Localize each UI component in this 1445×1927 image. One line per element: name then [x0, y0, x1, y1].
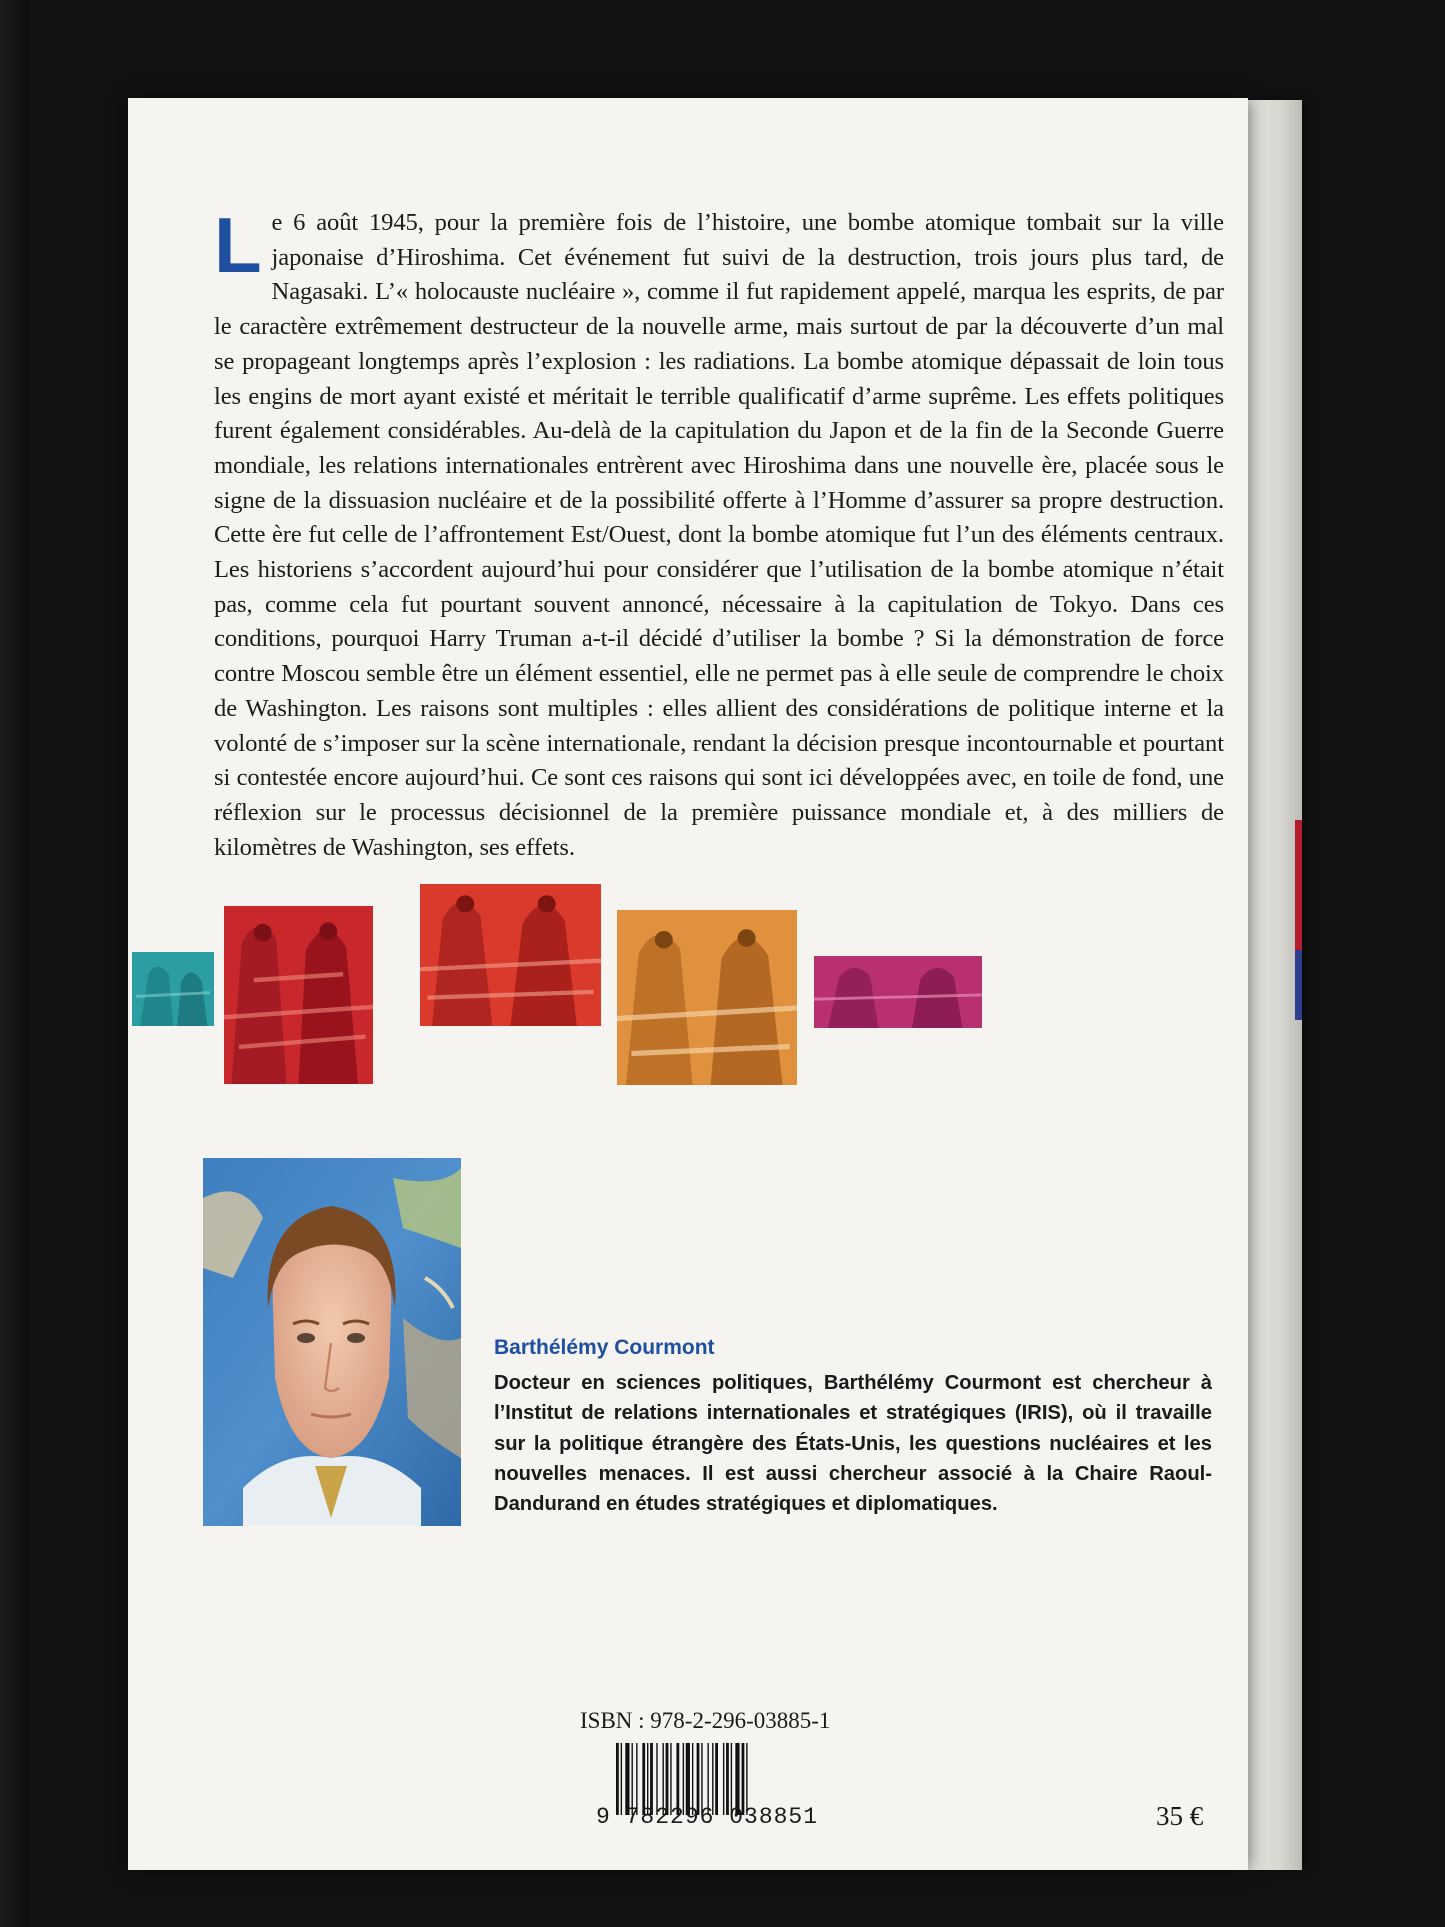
back-cover: [128, 98, 1248, 1870]
author-name: Barthélémy Courmont: [494, 1336, 715, 1359]
art-tile-magenta: [814, 956, 982, 1028]
author-bio: Docteur en sciences politiques, Barthélémy Courmont est chercheur à l’Institut de relations internationales et stratégiques (IRIS), où il travaille sur la politique étrangère des États-Unis, les questions nucléaires et les nouvelles menaces. Il est aussi chercheur associé à la Chaire Raoul-Dandurand en études stratégiques et diplomatiques.: [494, 1372, 1212, 1516]
drop-cap: L: [214, 201, 262, 289]
art-tile-teal: [132, 952, 214, 1026]
backdrop: [0, 0, 30, 1927]
isbn-label: ISBN : 978-2-296-03885-1: [580, 1708, 831, 1733]
art-tile-orange: [617, 910, 797, 1085]
art-tile-red: [224, 906, 373, 1084]
spine-blue-mark: [1295, 950, 1302, 1020]
blurb-text: e 6 août 1945, pour la première fois de l’histoire, une bombe atomique tombait sur la ville japonaise d’Hiroshima. Cet événement fut suivi de la destruction, trois jours plus tard, de Nagasaki. L’« holocauste nucléaire », comme il fut rapidement appelé, marqua les esprits, de par le caractère extrêmement destructeur de la nouvelle arme, mais surtout de par la découverte d’un mal se propageant longtemps après l’explosion : les radiations. La bombe atomique dépassait de loin tous les engins de mort ayant existé et méritait le terrible qualificatif d’arme suprême. Les effets politiques furent également considérables. Au-delà de la capitulation du Japon et de la fin de la Seconde Guerre mondiale, les relations internationales entrèrent avec Hiroshima dans une nouvelle ère, placée sous le signe de la dissuasion nucléaire et de la possibilité offerte à l’Homme d’assurer sa propre destruction. Cette ère fut celle de l’affrontement Est/Ouest, dont la bombe atomique fut l’un des éléments centraux. Les historiens s’accordent aujourd’hui pour considérer que l’utilisation de la bombe atomique n’était pas, comme cela fut pourtant souvent annoncé, nécessaire à la capitulation de Tokyo. Dans ces conditions, pourquoi Harry Truman a-t-il décidé d’utiliser la bombe ? Si la démonstration de force contre Moscou semble être un élément essentiel, elle ne permet pas à elle seule de comprendre le choix de Washington. Les raisons sont multiples : elles allient des considérations de politique interne et la volonté de s’imposer sur la scène internationale, rendant la décision presque incontournable et pourtant si contestée encore aujourd’hui. Ce sont ces raisons qui sont ici développées avec, en toile de fond, une réflexion sur le processus décisionnel de la première puissance mondiale et, à des milliers de kilomètres de Washington, ses effets.: [214, 209, 1224, 861]
spine-red-mark: [1295, 820, 1302, 950]
price-label: 35 €: [1156, 1801, 1204, 1831]
barcode-digits: 9 782296 038851: [596, 1804, 819, 1830]
art-tile-orange-red: [420, 884, 601, 1026]
blurb-paragraph: [214, 201, 1224, 865]
book-page-edges: [1248, 100, 1302, 1870]
author-photo: [203, 1158, 461, 1526]
